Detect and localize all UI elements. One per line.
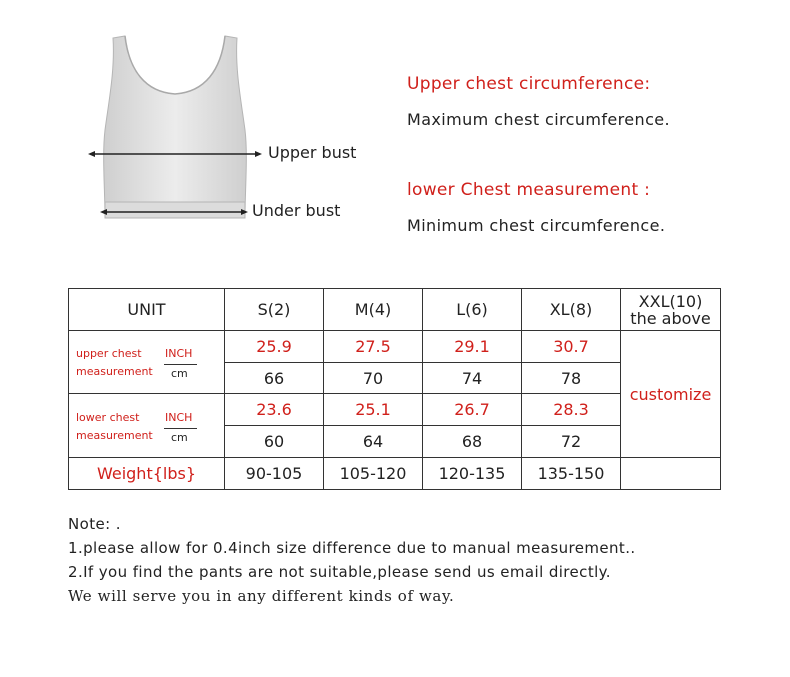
lower-chest-inch-l: 26.7 [423,394,522,426]
header-size-xxl [621,289,721,331]
under-bust-label: Under bust [252,201,341,220]
upper-chest-inch-s: 25.9 [225,331,324,363]
upper-chest-inch-l: 29.1 [423,331,522,363]
lower-chest-inch-m: 25.1 [324,394,423,426]
upper-chest-cm-xl: 78 [522,363,621,394]
note-line-2: 2.If you find the pants are not suitable,please send us email directly. [68,563,611,581]
upper-chest-label: upper chest measurement [76,347,153,378]
upper-chest-inch-unit: INCH [165,347,193,360]
upper-chest-cm-s: 66 [225,363,324,394]
header-size-xl: XL(8) [522,289,621,331]
upper-chest-inch-row [69,331,721,363]
lower-chest-category [69,394,225,458]
weight-xxl-empty [621,458,721,490]
lower-chest-title: lower Chest measurement : [407,180,651,200]
upper-bust-label: Upper bust [268,143,357,162]
lower-chest-inch-xl: 28.3 [522,394,621,426]
weight-row [69,458,721,490]
weight-label: Weight{lbs} [69,458,225,490]
upper-chest-category [69,331,225,394]
header-size-l: L(6) [423,289,522,331]
lower-chest-label: lower chest measurement [76,410,153,442]
upper-chest-cm-m: 70 [324,363,423,394]
lower-chest-cm-s: 60 [225,426,324,458]
weight-xl: 135-150 [522,458,621,490]
lower-chest-inch-s: 23.6 [225,394,324,426]
weight-m: 105-120 [324,458,423,490]
lower-chest-description: Minimum chest circumference. [407,216,666,235]
header-size-m: M(4) [324,289,423,331]
weight-s: 90-105 [225,458,324,490]
upper-chest-inch-xl: 30.7 [522,331,621,363]
upper-chest-cm-unit: cm [171,367,188,380]
weight-l: 120-135 [423,458,522,490]
lower-chest-cm-m: 64 [324,426,423,458]
lower-chest-cm-unit: cm [171,430,188,444]
size-chart-table [68,288,721,490]
note-line-1: 1.please allow for 0.4inch size difference due to manual measurement.. [68,539,636,557]
customize-cell: customize [621,331,721,458]
lower-chest-inch-unit: INCH [165,410,193,424]
header-row [69,289,721,331]
header-xxl-line1: XXL(10) [638,291,703,311]
upper-chest-title: Upper chest circumference: [407,74,651,94]
upper-chest-cm-l: 74 [423,363,522,394]
unit-divider [164,428,197,429]
header-xxl-line2: the above [630,308,711,328]
measurement-arrows [88,146,263,218]
upper-chest-description: Maximum chest circumference. [407,110,671,129]
upper-chest-inch-m: 27.5 [324,331,423,363]
header-size-s: S(2) [225,289,324,331]
lower-chest-cm-xl: 72 [522,426,621,458]
unit-divider [164,364,197,365]
note-line-3: We will serve you in any different kinds of way. [68,587,455,605]
lower-chest-cm-l: 68 [423,426,522,458]
header-unit: UNIT [69,289,225,331]
note-heading: Note: . [68,515,121,533]
